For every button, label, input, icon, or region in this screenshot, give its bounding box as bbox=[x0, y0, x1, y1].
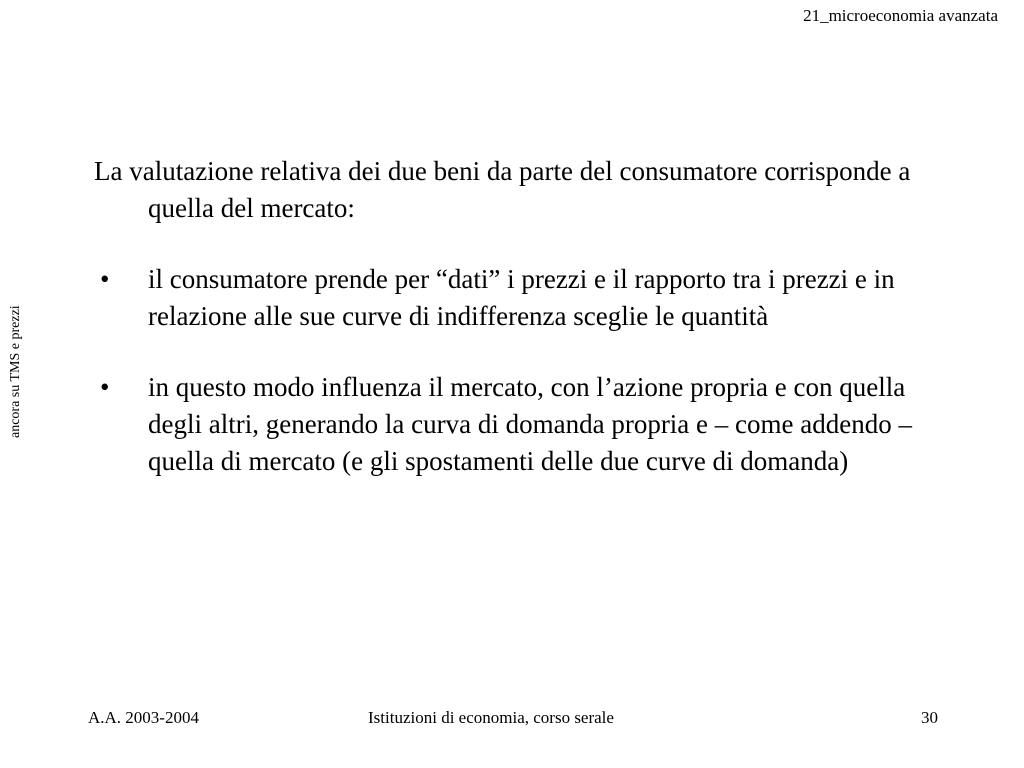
bullet-item bbox=[94, 261, 954, 335]
side-topic-label: ancora su TMS e prezzi bbox=[8, 305, 23, 438]
bullet-marker: • bbox=[100, 372, 110, 402]
bullet-text: il consumatore prende per “dati” i prezzi e il rapporto tra i prezzi e in relazione alle sue curve di indifferenza sceglie le quantità bbox=[148, 264, 895, 331]
bullet-marker: • bbox=[100, 264, 110, 294]
intro-paragraph: La valutazione relativa dei due beni da parte del consumatore corrisponde a quella del mercato: bbox=[94, 156, 911, 223]
header-course-label: 21_microeconomia avanzata bbox=[803, 6, 998, 25]
bullet-item bbox=[94, 369, 954, 480]
slide-body bbox=[94, 153, 954, 480]
footer-academic-year: A.A. 2003-2004 bbox=[88, 708, 199, 727]
bullet-text: in questo modo influenza il mercato, con l’azione propria e con quella degli altri, generando la curva di domanda propria e – come addendo – quella di mercato (e gli spostamenti delle due curve di domanda) bbox=[148, 372, 912, 476]
footer-page-number: 30 bbox=[921, 708, 938, 727]
footer-course-title: Istituzioni di economia, corso serale bbox=[368, 708, 614, 727]
